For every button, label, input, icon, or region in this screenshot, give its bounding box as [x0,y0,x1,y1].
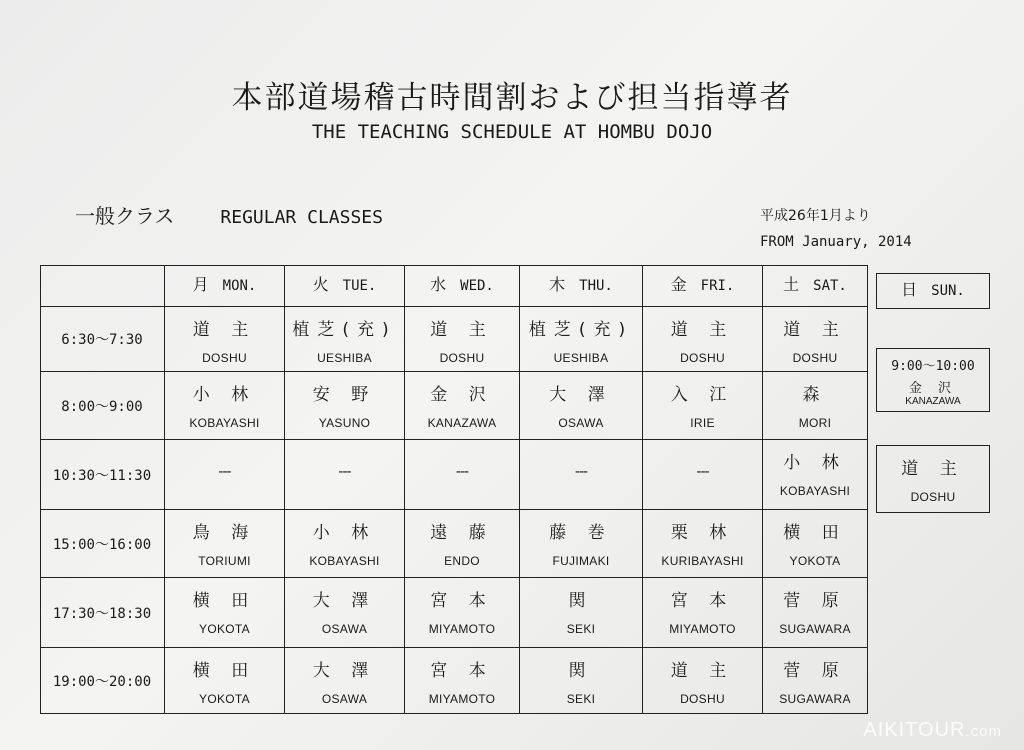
header-day [763,265,868,307]
instructor-cell [763,510,868,578]
sunday-time: 9:00〜10:00 [891,359,975,374]
time-slot [40,440,165,510]
no-class-dash: --- [338,464,351,480]
instructor-cell [405,307,520,372]
instructor-name-english: KURIBAYASHI [661,554,744,568]
day-kanji: 木 [549,275,566,294]
watermark-suffix: .com [965,723,1002,740]
instructor-name-japanese: 小 林 [783,453,847,473]
title-japanese: 本部道場稽古時間割および担当指導者 [231,80,793,116]
instructor-name-english: MIYAMOTO [669,622,736,636]
instructor-name-japanese: 横 田 [192,591,257,611]
instructor-cell [165,648,285,714]
instructor-name-japanese: 菅 原 [783,661,847,681]
instructor-name-japanese: 植芝(充) [292,320,397,340]
instructor-name-japanese: 関 [568,661,594,681]
day-english: TUE. [342,278,377,294]
section-english: REGULAR CLASSES [220,207,383,228]
instructor-cell [520,307,643,372]
instructor-cell [405,440,520,510]
time-slot [40,510,165,578]
instructor-name-japanese: 道 主 [192,320,257,340]
time-slot-label: 17:30〜18:30 [52,605,152,622]
instructor-name-japanese: 入 江 [670,385,735,405]
instructor-cell [520,440,643,510]
instructor-cell [520,510,643,578]
instructor-name-japanese: 安 野 [312,385,377,405]
instructor-cell [643,372,763,440]
instructor-name-english: YOKOTA [789,554,841,568]
instructor-cell [285,578,405,648]
instructor-name-english: SUGAWARA [779,692,851,706]
instructor-cell [643,648,763,714]
time-slot-label: 10:30〜11:30 [52,467,152,484]
sunday-instructor-english: DOSHU [910,490,956,504]
instructor-name-english: FUJIMAKI [552,554,610,568]
header-day [520,265,643,307]
instructor-name-japanese: 大 澤 [549,385,613,405]
instructor-name-japanese: 森 [802,385,828,405]
instructor-name-japanese: 宮 本 [430,591,494,611]
day-english: THU. [579,278,613,294]
day-english: WED. [460,278,494,294]
instructor-cell [285,510,405,578]
day-kanji: 水 [430,275,447,294]
header-day [405,265,520,307]
instructor-name-japanese: 菅 原 [783,591,847,611]
instructor-name-japanese: 小 林 [192,385,257,405]
instructor-name-japanese: 道 主 [670,661,735,681]
instructor-name-english: SEKI [566,692,596,706]
instructor-name-japanese: 鳥 海 [192,523,257,543]
instructor-name-japanese: 大 澤 [312,591,377,611]
instructor-name-english: SEKI [566,622,596,636]
instructor-name-japanese: 遠 藤 [430,523,494,543]
instructor-name-english: YOKOTA [199,622,250,636]
sunday-instructor-japanese: 道 主 [901,459,965,479]
instructor-name-english: MIYAMOTO [428,692,496,706]
instructor-name-english: ENDO [444,554,480,568]
instructor-name-english: DOSHU [680,351,725,365]
instructor-cell [405,648,520,714]
instructor-name-japanese: 栗 林 [670,523,735,543]
instructor-name-japanese: 宮 本 [670,591,735,611]
time-slot-label: 8:00〜9:00 [61,398,143,415]
instructor-name-japanese: 道 主 [783,320,847,340]
no-class-dash: --- [574,464,588,480]
day-english: MON. [222,278,257,294]
instructor-name-english: DOSHU [792,351,838,365]
time-slot-label: 6:30〜7:30 [61,332,143,348]
instructor-name-japanese: 金 沢 [430,385,494,405]
day-kanji: 月 [192,275,209,294]
instructor-cell [165,440,285,510]
instructor-name-english: IRIE [690,416,715,430]
instructor-cell [405,372,520,440]
instructor-name-japanese: 横 田 [783,523,847,543]
instructor-name-english: MORI [798,416,832,430]
instructor-name-english: SUGAWARA [779,622,851,636]
no-class-dash: --- [696,464,709,480]
instructor-name-japanese: 道 主 [670,320,735,340]
no-class-dash: --- [218,464,231,480]
sunday-class-late [876,445,990,513]
instructor-cell [763,578,868,648]
time-slot [40,372,165,440]
instructor-cell [285,307,405,372]
instructor-name-japanese: 植芝(充) [528,320,634,340]
instructor-name-english: UESHIBA [553,351,609,365]
instructor-cell [763,307,868,372]
instructor-name-english: OSAWA [321,692,368,706]
instructor-cell [285,440,405,510]
instructor-cell [285,648,405,714]
header-day [285,265,405,307]
instructor-cell [520,372,643,440]
instructor-cell [165,307,285,372]
time-slot-label: 15:00〜16:00 [52,536,152,553]
instructor-name-english: KOBAYASHI [309,554,380,568]
header-day [165,265,285,307]
instructor-name-english: DOSHU [680,692,725,706]
instructor-name-japanese: 藤 巻 [549,523,613,543]
time-slot [40,578,165,648]
instructor-cell [643,440,763,510]
instructor-name-english: YASUNO [318,416,371,430]
time-slot [40,648,165,714]
day-kanji: 金 [670,275,687,294]
day-english: FRI. [700,278,735,294]
instructor-cell [643,307,763,372]
instructor-cell [165,510,285,578]
instructor-cell [165,372,285,440]
time-slot-label: 19:00〜20:00 [52,673,152,690]
instructor-name-english: KOBAYASHI [779,484,851,498]
instructor-name-english: OSAWA [321,622,368,636]
day-english: SUN. [931,283,965,299]
effective-date-english: FROM January, 2014 [760,234,912,250]
header-corner [40,265,165,307]
instructor-cell [643,578,763,648]
instructor-cell [643,510,763,578]
instructor-name-english: KOBAYASHI [189,416,260,430]
section-heading [75,200,383,229]
instructor-cell [165,578,285,648]
instructor-name-english: UESHIBA [317,351,372,365]
instructor-cell [285,372,405,440]
watermark-text: AIKITOUR [863,719,966,741]
instructor-name-japanese: 関 [568,591,594,611]
effective-date-japanese: 平成26年1月より [760,208,871,224]
day-english: SAT. [813,278,847,294]
instructor-name-japanese: 横 田 [192,661,257,681]
instructor-cell [520,578,643,648]
instructor-cell [520,648,643,714]
header-day [876,273,990,309]
instructor-cell [405,510,520,578]
instructor-name-english: DOSHU [439,351,485,365]
instructor-name-japanese: 小 林 [312,523,377,543]
instructor-name-english: DOSHU [202,351,247,365]
instructor-name-japanese: 大 澤 [312,661,377,681]
day-kanji: 土 [783,275,800,294]
instructor-name-english: KANAZAWA [427,416,497,430]
title-english: THE TEACHING SCHEDULE AT HOMBU DOJO [311,121,713,143]
instructor-name-english: TORIUMI [198,554,251,568]
instructor-name-japanese: 道 主 [430,320,494,340]
instructor-cell [763,648,868,714]
instructor-name-english: OSAWA [558,416,604,430]
instructor-name-english: MIYAMOTO [428,622,496,636]
instructor-name-english: YOKOTA [199,692,250,706]
watermark [863,719,1002,742]
instructor-name-japanese: 宮 本 [430,661,494,681]
header-day [643,265,763,307]
time-slot [40,307,165,372]
sunday-class-early [876,348,990,412]
instructor-cell [763,372,868,440]
no-class-dash: --- [455,464,469,480]
instructor-cell [763,440,868,510]
day-kanji: 日 [901,280,918,299]
day-kanji: 火 [312,275,329,294]
sunday-instructor-japanese: 金 沢 [908,381,958,396]
sunday-instructor-english: KANAZAWA [905,396,961,407]
section-japanese: 一般クラス [75,204,175,228]
instructor-cell [405,578,520,648]
